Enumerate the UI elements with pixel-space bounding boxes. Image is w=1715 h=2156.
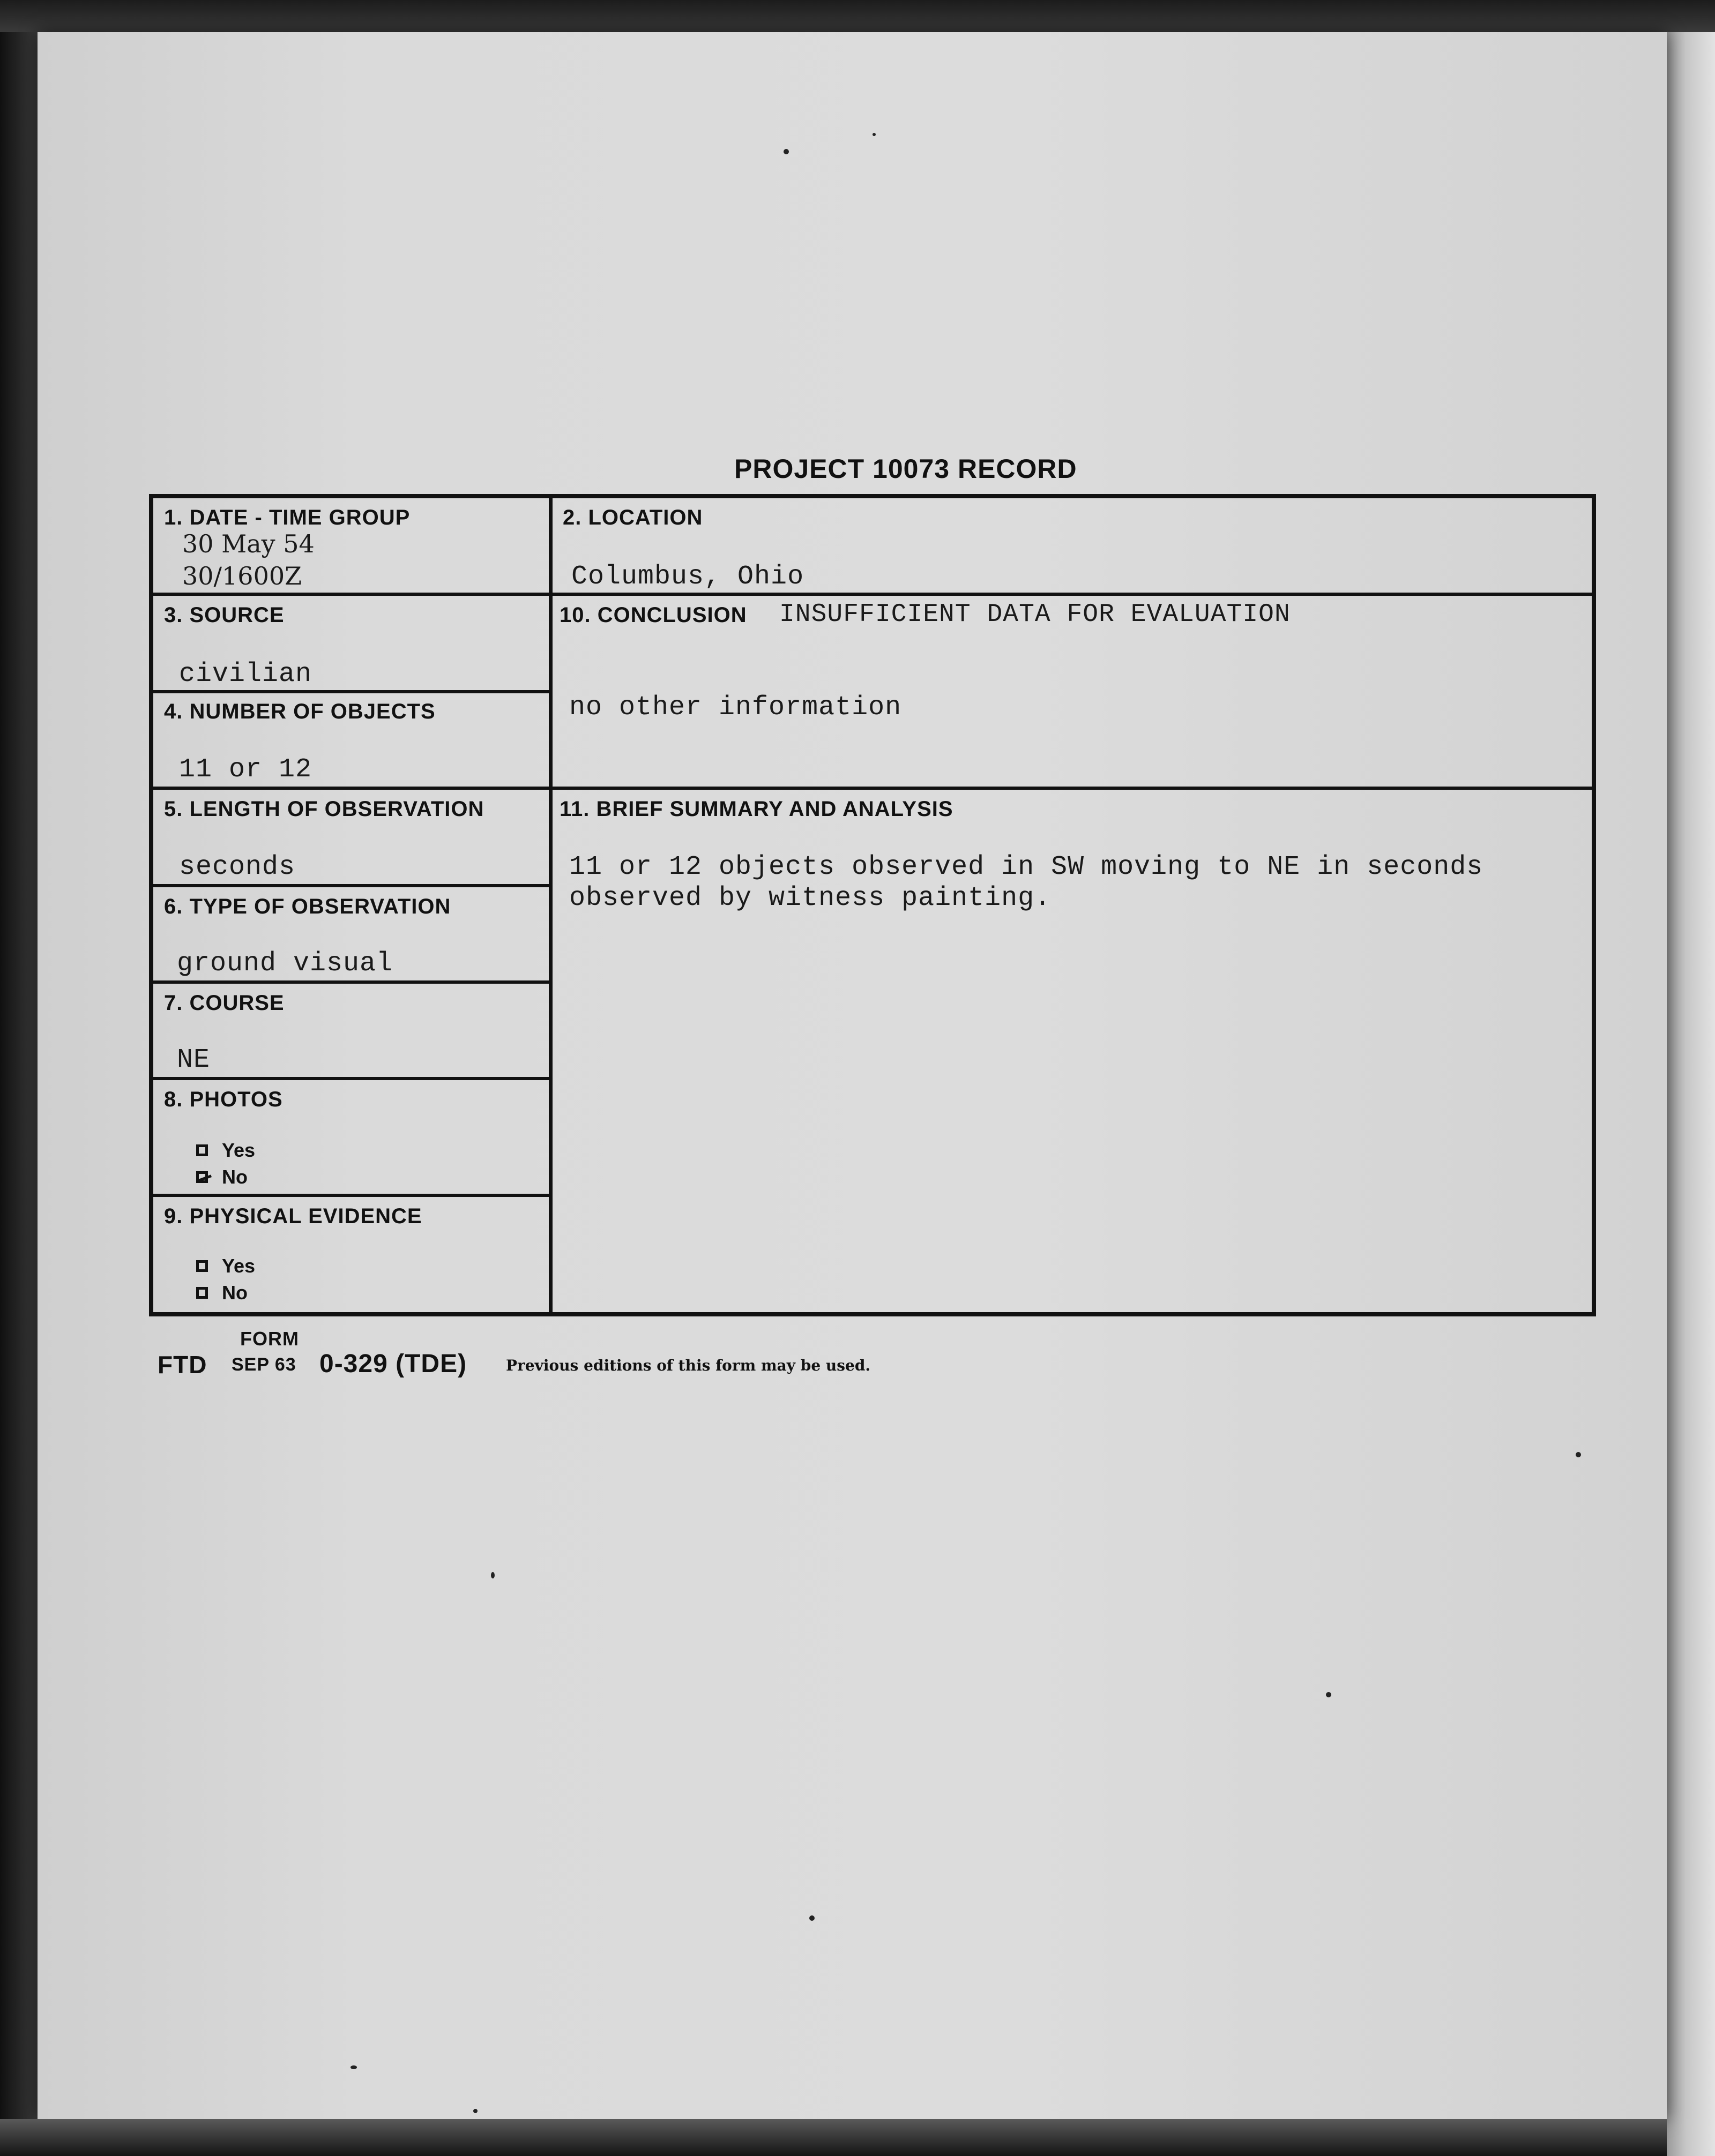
type-of-observation-label: 6. TYPE OF OBSERVATION [164,895,451,918]
column-divider [549,498,553,1313]
scan-border-bottom [0,2119,1667,2156]
scan-border-right [1667,32,1715,2156]
date-time-group-label: 1. DATE - TIME GROUP [164,506,411,529]
footer-ftd: FTD [158,1351,207,1379]
location-value: Columbus, Ohio [571,562,804,592]
footer-note: Previous editions of this form may be used. [506,1357,871,1374]
scan-speck [873,133,876,136]
summary-label: 11. BRIEF SUMMARY AND ANALYSIS [560,797,953,821]
scan-speck [491,1572,495,1578]
row-divider [153,884,551,887]
footer-form-number: 0-329 (TDE) [319,1350,467,1378]
number-of-objects-label: 4. NUMBER OF OBJECTS [164,700,436,723]
course-label: 7. COURSE [164,991,285,1015]
source-label: 3. SOURCE [164,603,285,627]
scan-speck [1576,1452,1581,1457]
physical-evidence-yes-label: Yes [222,1255,256,1277]
row-divider [153,1194,551,1197]
time-value: 30/1600Z [182,562,302,590]
conclusion-label: 10. CONCLUSION [560,603,747,627]
scan-speck [809,1915,815,1921]
photos-yes-label: Yes [222,1139,256,1161]
physical-evidence-yes-checkbox[interactable] [196,1260,208,1272]
row-divider [153,593,1593,596]
scan-speck [473,2109,478,2113]
footer-form-word: FORM [240,1328,299,1350]
scan-speck [784,149,789,154]
length-of-observation-label: 5. LENGTH OF OBSERVATION [164,797,484,821]
conclusion-note: no other information [569,692,902,723]
date-value: 30 May 54 [182,529,315,558]
physical-evidence-no-checkbox[interactable] [196,1287,208,1299]
physical-evidence-label: 9. PHYSICAL EVIDENCE [164,1204,422,1228]
course-value: NE [177,1045,211,1075]
row-divider [153,690,551,693]
scan-border-top [0,0,1715,32]
number-of-objects-value: 11 or 12 [179,754,312,785]
photos-no-checkbox[interactable] [196,1171,208,1183]
photos-yes-checkbox[interactable] [196,1144,208,1156]
row-divider [153,1077,551,1080]
photos-label: 8. PHOTOS [164,1088,283,1111]
scan-speck [1326,1692,1331,1697]
type-of-observation-value: ground visual [177,948,393,979]
length-of-observation-value: seconds [179,852,296,882]
scan-speck [351,2065,357,2069]
row-divider [153,787,1593,790]
summary-line-2: observed by witness painting. [569,883,1052,914]
record-form-table [149,494,1596,1316]
footer-date: SEP 63 [232,1354,296,1375]
scan-border-left [0,32,38,2156]
page-title: PROJECT 10073 RECORD [734,454,1077,484]
photos-no-label: No [222,1166,248,1188]
physical-evidence-no-label: No [222,1282,248,1304]
row-divider [153,980,551,984]
conclusion-value: INSUFFICIENT DATA FOR EVALUATION [779,600,1291,629]
summary-line-1: 11 or 12 objects observed in SW moving to NE in seconds [569,852,1483,882]
source-value: civilian [179,659,312,690]
location-label: 2. LOCATION [563,506,703,529]
